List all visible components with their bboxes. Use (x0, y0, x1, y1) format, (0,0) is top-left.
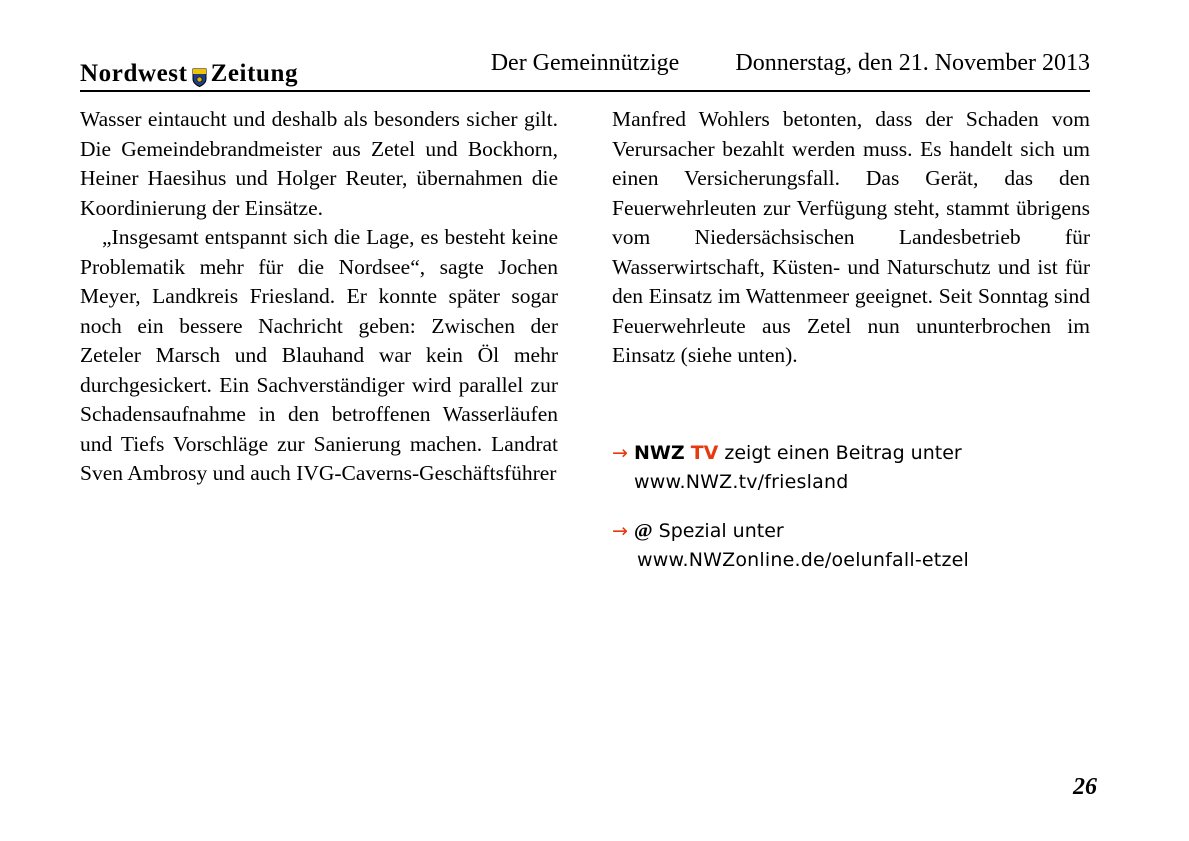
promo-highlight: TV (690, 442, 719, 464)
at-icon: @ (634, 520, 653, 542)
article-column-right (612, 105, 1090, 371)
paragraph: Wasser eintaucht und deshalb als besonders sicher gilt. Die Gemeindebrandmeister aus Zetel und Bockhorn, Heiner Haesihus und Holger Reuter, übernahmen die Koordinierung der Einsätze. (80, 107, 558, 220)
promo-text (634, 518, 1112, 544)
promo-url-link[interactable]: www.NWZonline.de/oelunfall-etzel (637, 549, 969, 571)
arrow-right-icon: → (612, 520, 628, 542)
promo-description: zeigt einen Beitrag unter (718, 442, 962, 464)
promo-description: Spezial unter (652, 520, 784, 542)
promo-row (612, 518, 1112, 544)
logo-word-zeitung: Zeitung (210, 60, 299, 87)
header-divider (80, 90, 1090, 92)
page-number: 26 (1073, 774, 1097, 800)
paragraph: Manfred Wohlers betonten, dass der Schaden vom Verursacher bezahlt werden muss. Es handelt sich um einen Versicherungsfall. Das Gerät, das den Feuerwehrleuten zur Verfügung steht, stammt übrigens vom Niedersächsischen Landesbetrieb für Wasserwirtschaft, Küsten- und Naturschutz und ist für den Einsatz im Wattenmeer geeignet. Seit Sonntag sind Feuerwehrleute aus Zetel nun ununterbrochen im Einsatz (siehe unten). (612, 107, 1090, 367)
promo-text (634, 440, 1112, 466)
crest-icon (192, 66, 207, 85)
logo-word-nordwest: Nordwest (80, 60, 188, 87)
section-title: Der Gemeinnützige (490, 50, 680, 76)
masthead (80, 50, 1090, 88)
promo-brand: NWZ (634, 442, 685, 464)
paragraph: „Insgesamt entspannt sich die Lage, es besteht keine Problematik mehr für die Nordsee“, sagte Jochen Meyer, Landkreis Friesland. Er konnte später sogar noch ein bessere Nachricht geben: Zwischen der Zeteler Marsch und Blauhand war kein Öl mehr durchgesickert. Ein Sachverständiger wird parallel zur Schadensaufnahme in den betroffenen Wasserläufen und Tiefs Vorschläge zur Sanierung machen. Landrat Sven Ambrosy und auch IVG-Caverns-Geschäftsführer (80, 225, 558, 485)
issue-date: Donnerstag, den 21. November 2013 (735, 50, 1090, 76)
publication-logo (80, 60, 298, 88)
article-column-left (80, 105, 558, 489)
arrow-right-icon: → (612, 442, 628, 464)
promo-row (612, 440, 1112, 466)
promo-url-link[interactable]: www.NWZ.tv/friesland (634, 471, 849, 493)
promo-nwz-online[interactable] (612, 518, 1112, 573)
promo-nwz-tv[interactable] (612, 440, 1112, 495)
